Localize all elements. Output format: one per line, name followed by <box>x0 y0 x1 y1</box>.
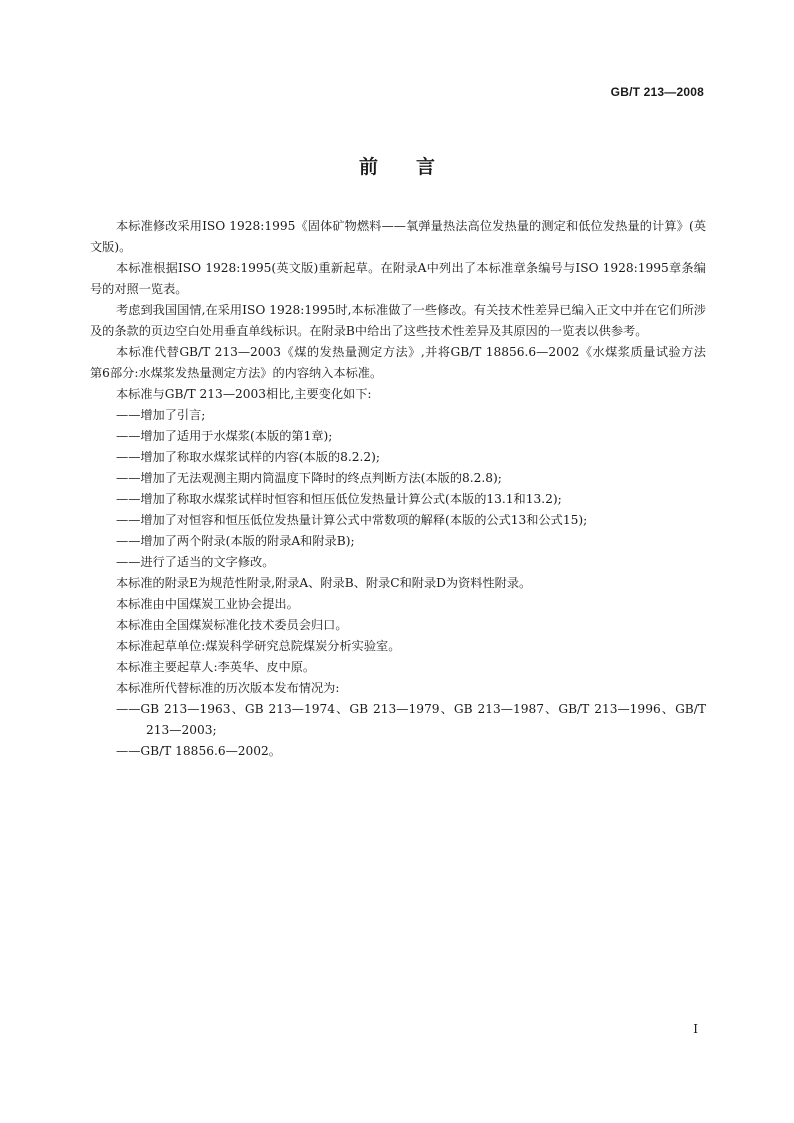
history-item: ——GB/T 18856.6—2002。 <box>116 744 281 758</box>
paragraph-committee: 本标准由全国煤炭标准化技术委员会归口。 <box>116 618 348 632</box>
change-item: ——增加了引言; <box>116 408 206 422</box>
paragraph-drafters: 本标准主要起草人:李英华、皮中原。 <box>116 660 316 674</box>
paragraph-adoption: 本标准修改采用ISO 1928:1995《固体矿物燃料——氧弹量热法高位发热量的测定和低位发热量的计算》(英文版)。 <box>90 219 706 254</box>
change-item: ——进行了适当的文字修改。 <box>116 555 275 569</box>
history-item: ——GB 213—1963、GB 213—1974、GB 213—1979、GB 213—1987、GB/T 213—1996、GB/T 213—2003; <box>116 702 706 737</box>
change-item: ——增加了称取水煤浆试样的内容(本版的8.2.2); <box>116 450 381 464</box>
standard-code: GB/T 213—2008 <box>610 85 704 99</box>
paragraph-history-intro: 本标准所代替标准的历次版本发布情况为: <box>116 681 340 695</box>
paragraph-replaces: 本标准代替GB/T 213—2003《煤的发热量测定方法》,并将GB/T 18856.6—2002《水煤浆质量试验方法 第6部分:水煤浆发热量测定方法》的内容纳入本标准。 <box>90 345 706 380</box>
page-title <box>0 152 794 179</box>
title-char-2: 言 <box>416 156 436 178</box>
paragraph-annex-types: 本标准的附录E为规范性附录,附录A、附录B、附录C和附录D为资料性附录。 <box>116 576 532 590</box>
change-item: ——增加了称取水煤浆试样时恒容和恒压低位发热量计算公式(本版的13.1和13.2); <box>116 492 562 506</box>
paragraph-modifications: 考虑到我国国情,在采用ISO 1928:1995时,本标准做了一些修改。有关技术性差异已编入正文中并在它们所涉及的条款的页边空白处用垂直单线标识。在附录B中给出了这些技术性差异及其原因的一览表以供参考。 <box>90 303 706 338</box>
paragraph-changes-intro: 本标准与GB/T 213—2003相比,主要变化如下: <box>116 387 372 401</box>
title-char-1: 前 <box>358 156 378 178</box>
change-item: ——增加了两个附录(本版的附录A和附录B); <box>116 534 355 548</box>
foreword-body <box>90 216 706 762</box>
change-item: ——增加了无法观测主期内筒温度下降时的终点判断方法(本版的8.2.8); <box>116 471 502 485</box>
change-item: ——增加了对恒容和恒压低位发热量计算公式中常数项的解释(本版的公式13和公式15); <box>116 513 588 527</box>
paragraph-drafting-unit: 本标准起草单位:煤炭科学研究总院煤炭分析实验室。 <box>116 639 401 653</box>
paragraph-redraft: 本标准根据ISO 1928:1995(英文版)重新起草。在附录A中列出了本标准章条编号与ISO 1928:1995章条编号的对照一览表。 <box>90 261 706 296</box>
paragraph-proposer: 本标准由中国煤炭工业协会提出。 <box>116 597 299 611</box>
page-number: I <box>693 1022 698 1036</box>
change-item: ——增加了适用于水煤浆(本版的第1章); <box>116 429 333 443</box>
